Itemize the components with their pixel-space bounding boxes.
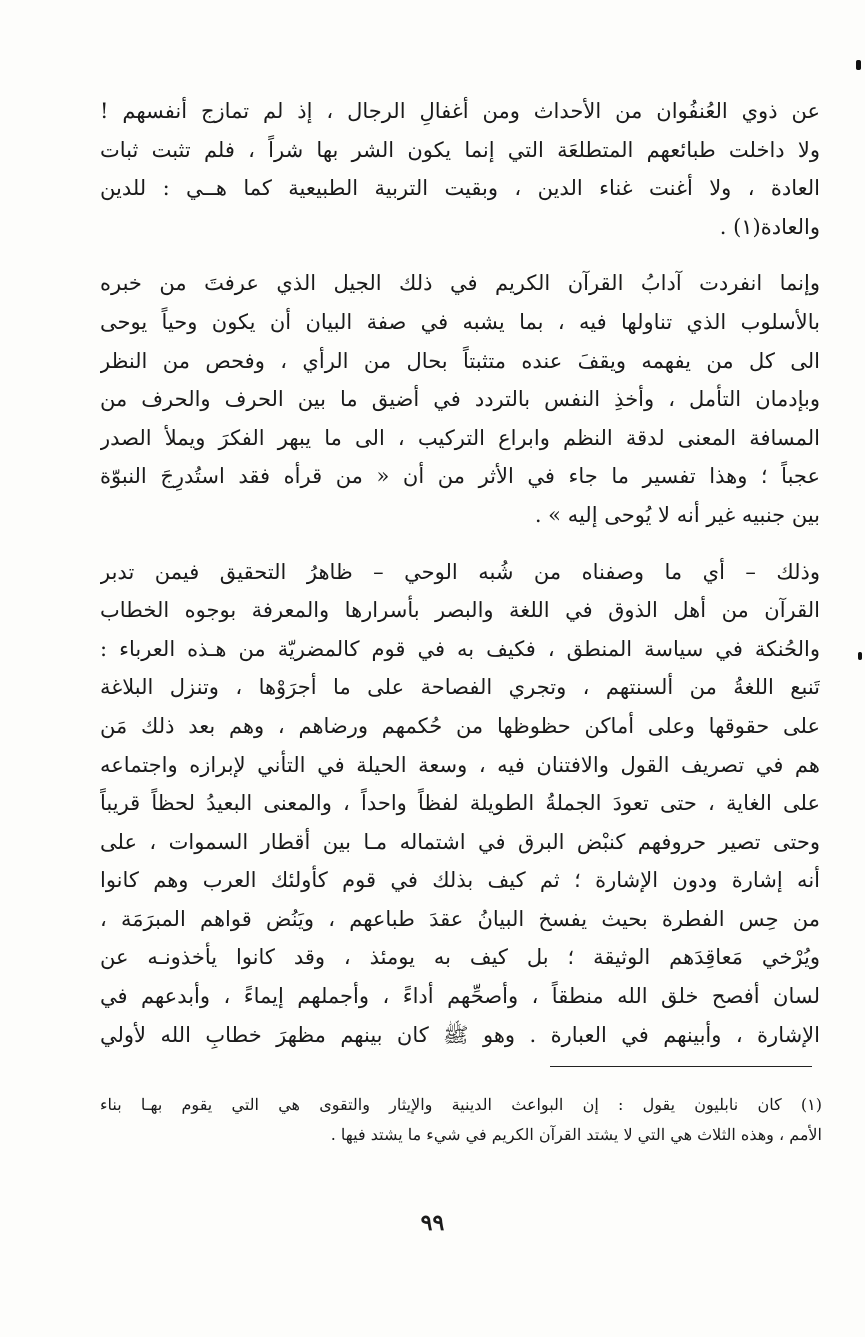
text-line: والعادة(١) . — [719, 214, 820, 239]
text-line: على الغاية ، حتى تعودَ الجملةُ الطويلة لفظاً واحداً ، والمعنى البعيدُ لحظاً قريباً — [100, 791, 820, 816]
text-line: والحُنكة في سياسة المنطق ، فكيف به في قوم كالمضريّة من هـذه العرباء : — [100, 636, 820, 661]
footnote-separator — [550, 1066, 812, 1067]
text-line: وحتى تصير حروفهم كنبْض البرق في اشتماله مـا بين أقطار السموات ، على — [100, 829, 820, 854]
text-line: وإنما انفردت آدابُ القرآن الكريم في ذلك الجيل الذي عرفتَ من خبره — [100, 271, 820, 296]
text-line: هم في تصريف القول والافتنان فيه ، وسعة الحيلة في التأني لإبرازه واجتماعه — [100, 752, 820, 777]
text-line: وبإدمان التأمل ، وأخذِ النفس بالتردد في أضيق ما بين الحرف والحرف من — [100, 387, 820, 412]
text-line: أنه إشارة ودون الإشارة ؛ ثم كيف بذلك في قوم كأولئك العرب وهم كانوا — [100, 868, 820, 893]
text-line: وذلك – أي ما وصفناه من شُبه الوحي – ظاهرُ التحقيق فيمن تدبر — [100, 559, 820, 584]
text-line: القرآن من أهل الذوق في اللغة والبصر بأسرارها والمعرفة بوجوه الخطاب — [100, 598, 820, 623]
text-line: لسان أفصح خلق الله منطقاً ، وأصحِّهم أداءً ، وأجملهم إيماءً ، وأبدعهم في — [100, 984, 820, 1009]
page-number: ٩٩ — [420, 1210, 445, 1236]
text-line: العادة ، ولا أغنت غناء الدين ، وبقيت التربية الطبيعية كما هــي : للدين — [100, 176, 820, 201]
text-line: عجباً ؛ وهذا تفسير ما جاء في الأثر من أن « من قرأه فقد استُدرِجَ النبوّة — [100, 464, 820, 489]
text-line: ولا داخلت طبائعهم المتطلعَة التي إنما يكون الشر بها شراً ، فلم تثبت ثبات — [100, 137, 820, 162]
paragraph-spacer — [100, 535, 820, 553]
margin-mark — [858, 652, 862, 660]
footnotes — [100, 1090, 822, 1150]
body-text — [100, 92, 820, 1054]
paragraph — [100, 92, 820, 246]
text-line: من حِس الفطرة بحيث يفسخ البيانُ عقدَ طباعهم ، ويَنُض قواهم المبرَمَة ، — [100, 906, 820, 931]
paragraph — [100, 264, 820, 534]
text-line: بين جنبيه غير أنه لا يُوحى إليه » . — [534, 502, 820, 527]
footnote-line: (١) كان نابليون يقول : إن البواعث الدينية والإيثار والتقوى هي التي يقوم بهـا بناء — [100, 1095, 822, 1114]
text-line: بالأسلوب الذي تناولها فيه ، بما يشبه في صفة البيان أن يكون وحياً يوحى — [100, 309, 820, 334]
margin-mark — [856, 60, 861, 70]
text-line: عن ذوي العُنفُوان من الأحداث ومن أغفالِ الرجال ، إذ لم تمازج أنفسهم ! — [100, 99, 820, 123]
text-line: على حقوقها وعلى أماكن حظوظها من حُكمهم ورضاهم ، وهم بعد ذلك مَن — [100, 713, 820, 738]
text-line: الى كل من يفهمه ويقفَ عنده متثبتاً بحال من الرأي ، وفحص من النظر — [100, 348, 820, 373]
text-line: المسافة المعنى لدقة النظم وابراع التركيب ، الى ما يبهر الفكرَ ويملأ الصدر — [100, 425, 820, 450]
text-line: تَنبع اللغةُ من ألسنتهم ، وتجري الفصاحة على ما أجرَوْها ، وتنزل البلاغة — [100, 675, 820, 700]
text-line: ويُرْخي مَعاقِدَهم الوثيقة ؛ بل كيف به يومئذ ، وقد كانوا يأخذونـه عن — [100, 945, 820, 970]
text-line: الإشارة ، وأبينهم في العبارة . وهو ﷺ كان بينهم مظهرَ خطابِ الله لأولي — [100, 1022, 820, 1047]
footnote-line: الأمم ، وهذه الثلاث هي التي لا يشتد القرآن الكريم في شيء ما يشتد فيها . — [330, 1125, 822, 1144]
paragraph — [100, 553, 820, 1055]
paragraph-spacer — [100, 246, 820, 264]
